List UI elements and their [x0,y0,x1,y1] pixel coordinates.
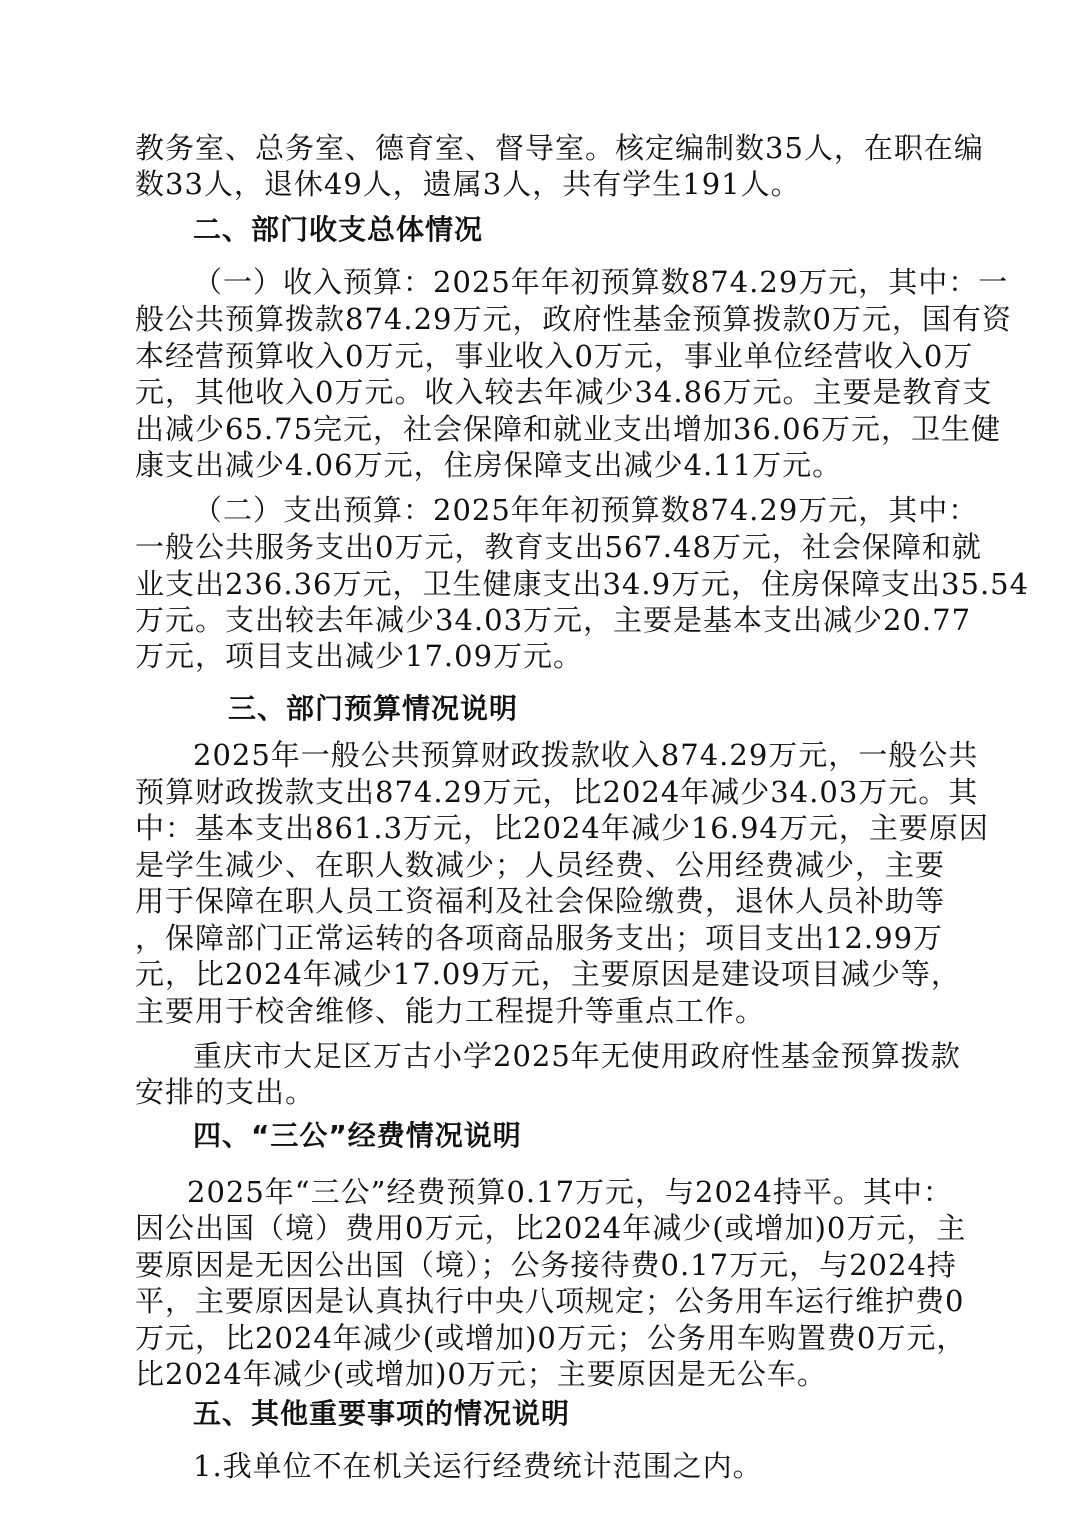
body-text-line: 出减少65.75完元，社会保障和就业支出增加36.06万元，卫生健 [135,412,1002,446]
body-text-line: 重庆市大足区万古小学2025年无使用政府性基金预算拨款 [193,1039,961,1073]
body-text-line: （二）支出预算：2025年年初预算数874.29万元，其中： [193,493,979,527]
body-text-line: （一）收入预算：2025年年初预算数874.29万元，其中：一 [193,265,1009,299]
body-text-line: 教务室、总务室、德育室、督导室。核定编制数35人，在职在编 [135,131,984,165]
body-text-line: 预算财政拨款支出874.29万元，比2024年减少34.03万元。其 [135,775,979,809]
body-text-line: 比2024年减少(或增加)0万元；主要原因是无公车。 [135,1357,827,1391]
body-text-line: 2025年“三公”经费预算0.17万元，与2024持平。其中： [187,1175,953,1209]
section-heading: 三、部门预算情况说明 [228,692,519,725]
body-text-line: 康支出减少4.06万元，住房保障支出减少4.11万元。 [135,448,843,482]
body-text-line: 因公出国（境）费用0万元，比2024年减少(或增加)0万元，主 [135,1211,967,1245]
body-text-line: 本经营预算收入0万元，事业收入0万元，事业单位经营收入0万 [135,339,974,373]
body-text-line: 万元，比2024年减少(或增加)0万元；公务用车购置费0万元， [135,1321,967,1355]
body-text-line: 般公共预算拨款874.29万元，政府性基金预算拨款0万元，国有资 [135,302,1012,336]
body-text-line: 2025年一般公共预算财政拨款收入874.29万元，一般公共 [193,738,979,772]
body-text-line: 业支出236.36万元，卫生健康支出34.9万元，住房保障支出35.54 [135,567,1030,601]
body-text-line: 一般公共服务支出0万元，教育支出567.48万元，社会保障和就 [135,530,982,564]
section-heading: 二、部门收支总体情况 [193,213,484,246]
body-text-line: ，保障部门正常运转的各项商品服务支出；项目支出12.99万 [135,921,944,955]
body-text-line: 元，比2024年减少17.09万元，主要原因是建设项目减少等， [135,957,961,991]
body-text-line: 万元，项目支出减少17.09万元。 [135,639,584,673]
body-text-line: 主要用于校舍维修、能力工程提升等重点工作。 [135,994,766,1028]
section-heading: 五、其他重要事项的情况说明 [193,1397,571,1430]
body-text-line: 元，其他收入0万元。收入较去年减少34.86万元。主要是教育支 [135,375,993,409]
body-text-line: 安排的支出。 [135,1075,316,1109]
body-text-line: 是学生减少、在职人数减少；人员经费、公用经费减少，主要 [135,848,946,882]
body-text-line: 万元。支出较去年减少34.03万元，主要是基本支出减少20.77 [135,603,972,637]
body-text-line: 平，主要原因是认真执行中央八项规定；公务用车运行维护费0 [135,1284,965,1318]
section-heading: 四、“三公”经费情况说明 [193,1119,522,1152]
body-text-line: 中：基本支出861.3万元，比2024年减少16.94万元，主要原因 [135,811,989,845]
body-text-line: 要原因是无因公出国（境）；公务接待费0.17万元，与2024持 [135,1248,957,1282]
body-text-line: 1.我单位不在机关运行经费统计范围之内。 [193,1449,763,1483]
body-text-line: 用于保障在职人员工资福利及社会保险缴费，退休人员补助等 [135,884,946,918]
body-text-line: 数33人，退休49人，遗属3人，共有学生191人。 [135,167,801,201]
